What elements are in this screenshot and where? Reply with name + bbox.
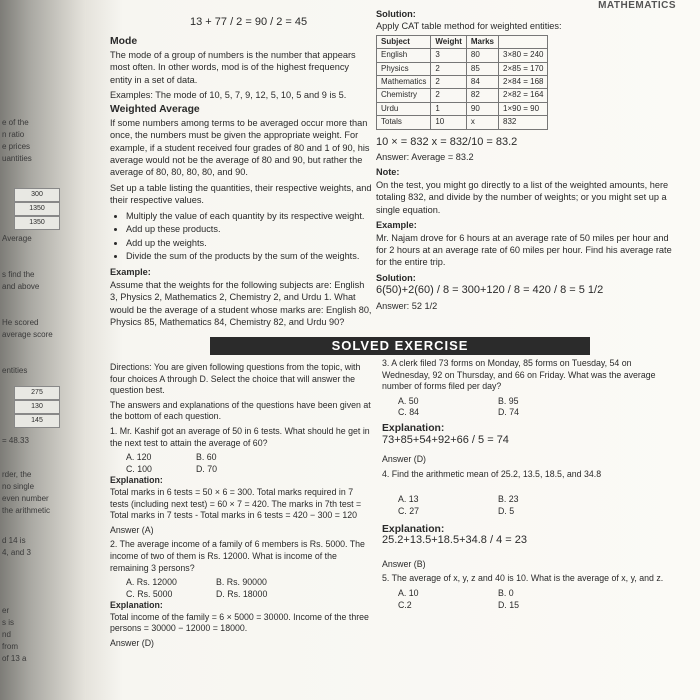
spine-fragment: er xyxy=(2,606,10,615)
weighted-calc: 10 × = 832 x = 832/10 = 83.2 xyxy=(376,135,518,148)
spine-fragment: He scored xyxy=(2,318,39,327)
question-4-options xyxy=(398,494,674,517)
option: A. Rs. 12000 xyxy=(126,577,177,588)
example-text: Assume that the weights for the following subjects are: English 3, Physics 2, Mathematics 2, Chemistry 2, and Urdu 1. What would be the average of a student whose marks are: English 80, Physics 85, Mathematics 84, Chemistry 82, and Urdu 90? xyxy=(110,279,372,327)
table-row xyxy=(377,76,548,89)
previous-page-edge xyxy=(0,0,86,700)
mode-example: Examples: The mode of 10, 5, 7, 9, 12, 5, 10, 5 and 9 is 5. xyxy=(110,90,347,101)
table-cell: 1×90 = 90 xyxy=(499,102,548,115)
question-5: 5. The average of x, y, z and 40 is 10. What is the average of x, y, and z. xyxy=(382,573,664,584)
solution-2-formula: 6(50)+2(60) / 8 = 300+120 / 8 = 420 / 8 = 5 1/2 xyxy=(376,284,604,297)
explanation-label: Explanation: xyxy=(382,523,445,535)
option: B. 60 xyxy=(196,452,217,463)
example-2-text: Mr. Najam drove for 6 hours at an average rate of 50 miles per hour and for 2 hours at an average rate of 60 miles per hour. Find his average rate for the entire trip. xyxy=(376,232,672,268)
question-4-answer: Answer (B) xyxy=(382,558,426,569)
left-column xyxy=(110,8,372,331)
table-cell: Mathematics xyxy=(377,76,431,89)
answer-average: Answer: Average = 83.2 xyxy=(376,152,474,163)
option: A. 13 xyxy=(398,494,419,505)
spine-fragment: e prices xyxy=(2,142,31,151)
spine-fragment: d 14 is xyxy=(2,536,26,545)
solution-2-label: Solution: xyxy=(376,272,416,283)
table-cell: 85 xyxy=(466,62,498,75)
solution-label: Solution: xyxy=(376,9,416,19)
table-row xyxy=(377,62,548,75)
question-2-options xyxy=(126,577,372,600)
table-cell: 90 xyxy=(466,102,498,115)
question-3-answer: Answer (D) xyxy=(382,454,426,465)
table-cell: 2 xyxy=(431,76,467,89)
option: D. 74 xyxy=(498,407,520,418)
option: D. 5 xyxy=(498,505,515,516)
table-row xyxy=(377,102,548,115)
spine-fragment: the arithmetic xyxy=(2,506,51,515)
mode-text: The mode of a group of numbers is the number that appears most often. In other words, mod is of the highest frequency entity in a set of data. xyxy=(110,49,356,85)
question-2-explanation: Total income of the family = 6 × 5000 = 30000. Income of the three persons = 30000 − 12000 = 18000. xyxy=(110,611,369,634)
table-cell: 2×82 = 164 xyxy=(499,89,548,102)
table-header: Marks xyxy=(466,35,498,48)
explanation-label: Explanation: xyxy=(382,422,445,434)
spine-fragment: nd xyxy=(2,630,11,639)
option: D. 15 xyxy=(498,599,520,610)
spine-fragment: average score xyxy=(2,330,53,339)
top-formula: 13 + 77 / 2 = 90 / 2 = 45 xyxy=(190,16,308,28)
spine-tab: 300 xyxy=(14,188,60,202)
example-2-label: Example: xyxy=(376,220,417,231)
weighted-average-text-2: Set up a table listing the quantities, their respective weights, and their respective values. xyxy=(110,182,372,206)
option: B. 95 xyxy=(498,395,519,406)
spine-fragment: 4, and 3 xyxy=(2,548,31,557)
table-cell: 82 xyxy=(466,89,498,102)
table-cell: 10 xyxy=(431,116,467,129)
step-item: • Add up these products. xyxy=(126,223,372,235)
table-cell: 2 xyxy=(431,89,467,102)
spine-fragment: e of the xyxy=(2,118,29,127)
table-cell: 80 xyxy=(466,49,498,62)
spine-fragment: n ratio xyxy=(2,130,25,139)
table-row xyxy=(377,116,548,129)
spine-fragment: of 13 a xyxy=(2,654,27,663)
spine-fragment: s find the xyxy=(2,270,35,279)
weighted-average-heading: Weighted Average xyxy=(110,104,200,116)
page-header: MATHEMATICS xyxy=(598,0,676,11)
book-page xyxy=(86,0,700,700)
table-cell: Urdu xyxy=(377,102,431,115)
spine-fragment: Average xyxy=(2,234,32,243)
spine-fragment: = 48.33 xyxy=(2,436,29,445)
steps-list xyxy=(126,210,372,263)
solved-exercise-banner: SOLVED EXERCISE xyxy=(210,337,590,355)
table-cell: 3×80 = 240 xyxy=(499,49,548,62)
example-label: Example: xyxy=(110,267,151,278)
spine-tab: 145 xyxy=(14,414,60,428)
spine-fragment: rder, the xyxy=(2,470,32,479)
weighted-average-text: If some numbers among terms to be averaged occur more than once, the numbers must be given the appropriate weight. For example, if a student received four grades of 80 and 1 of 90, his average would not be the average of 80 and 90, but rather the average of 80, 80, 80, 80, and 90. xyxy=(110,117,370,178)
cat-text: Apply CAT table method for weighted entities: xyxy=(376,21,562,32)
question-1: 1. Mr. Kashif got an average of 50 in 6 tests. What should he get in the next test to attain the average of 60? xyxy=(110,425,370,448)
table-cell: 3 xyxy=(431,49,467,62)
option: B. 0 xyxy=(498,587,514,598)
question-1-explanation: Total marks in 6 tests = 50 × 6 = 300. Total marks required in 7 tests (including next test) = 60 × 7 = 420. The marks in 7th test = Total marks in 7 tests - Total marks in 6 tests = 420 − 300 = 120 xyxy=(110,486,362,521)
option: B. Rs. 90000 xyxy=(216,577,267,588)
table-cell: English xyxy=(377,49,431,62)
table-header xyxy=(499,35,548,48)
table-row xyxy=(377,89,548,102)
option: A. 10 xyxy=(398,587,419,598)
mode-heading: Mode xyxy=(110,36,138,48)
table-cell: 84 xyxy=(466,76,498,89)
option: D. Rs. 18000 xyxy=(216,588,268,599)
option: C. Rs. 5000 xyxy=(126,588,173,599)
right-column xyxy=(376,8,672,315)
spine-fragment: uantities xyxy=(2,154,32,163)
spine-fragment: even number xyxy=(2,494,49,503)
table-cell: 2 xyxy=(431,62,467,75)
table-header-row xyxy=(377,35,548,48)
option: A. 50 xyxy=(398,395,419,406)
directions-text-2: The answers and explanations of the questions have been given at the bottom of each question. xyxy=(110,399,371,422)
step-item: • Multiply the value of each quantity by its respective weight. xyxy=(126,210,372,222)
question-1-answer: Answer (A) xyxy=(110,524,154,535)
question-4: 4. Find the arithmetic mean of 25.2, 13.5, 18.5, and 34.8 xyxy=(382,468,602,479)
table-cell: 832 xyxy=(499,116,548,129)
question-3-explanation: 73+85+54+92+66 / 5 = 74 xyxy=(382,433,509,446)
option: B. 23 xyxy=(498,494,519,505)
spine-fragment: s is xyxy=(2,618,14,627)
question-2: 2. The average income of a family of 6 members is Rs. 5000. The income of two of them is Rs. 12000. What is income of the remaining 3 persons? xyxy=(110,539,365,573)
option: C. 100 xyxy=(126,463,152,474)
table-cell: 2×85 = 170 xyxy=(499,62,548,75)
solved-right-column xyxy=(382,358,674,611)
table-header: Weight xyxy=(431,35,467,48)
option: C. 84 xyxy=(398,407,420,418)
option: D. 70 xyxy=(196,463,218,474)
spine-tab: 130 xyxy=(14,400,60,414)
question-1-options xyxy=(126,452,372,475)
directions-text: Directions: You are given following questions from the topic, with four choices A through D. Select the choice that will answer the question best. xyxy=(110,362,361,396)
note-text: On the test, you might go directly to a list of the weighted amounts, here totaling 832, and divide by the number of weights; or you might set up a single equation. xyxy=(376,179,669,215)
table-row xyxy=(377,49,548,62)
table-cell: x xyxy=(466,116,498,129)
solution-2-answer: Answer: 52 1/2 xyxy=(376,300,438,311)
step-item: • Add up the weights. xyxy=(126,237,372,249)
table-cell: 2×84 = 168 xyxy=(499,76,548,89)
spine-fragment: entities xyxy=(2,366,28,375)
question-5-options xyxy=(398,588,674,611)
cat-table xyxy=(376,35,548,130)
question-2-answer: Answer (D) xyxy=(110,638,154,649)
table-cell: Totals xyxy=(377,116,431,129)
spine-tab: 1350 xyxy=(14,202,60,216)
question-3: 3. A clerk filed 73 forms on Monday, 85 forms on Tuesday, 54 on Wednesday, 92 on Thursday, and 66 on Friday. What was the average number of forms filed per day? xyxy=(382,358,656,392)
question-3-options xyxy=(398,396,674,419)
option: A. 120 xyxy=(126,452,152,463)
spine-tab: 1350 xyxy=(14,216,60,230)
table-cell: Physics xyxy=(377,62,431,75)
spine-tab: 275 xyxy=(14,386,60,400)
spine-fragment: and above xyxy=(2,282,40,291)
table-cell: 1 xyxy=(431,102,467,115)
step-item: • Divide the sum of the products by the sum of the weights. xyxy=(126,250,372,262)
explanation-label: Explanation: xyxy=(110,475,163,486)
table-header: Subject xyxy=(377,35,431,48)
table-cell: Chemistry xyxy=(377,89,431,102)
spine-fragment: from xyxy=(2,642,18,651)
explanation-label: Explanation: xyxy=(110,600,163,611)
question-4-explanation: 25.2+13.5+18.5+34.8 / 4 = 23 xyxy=(382,534,527,547)
option: C. 27 xyxy=(398,505,420,516)
note-label: Note: xyxy=(376,167,400,178)
spine-fragment: no single xyxy=(2,482,35,491)
solved-left-column xyxy=(110,362,372,653)
option: C.2 xyxy=(398,599,412,610)
